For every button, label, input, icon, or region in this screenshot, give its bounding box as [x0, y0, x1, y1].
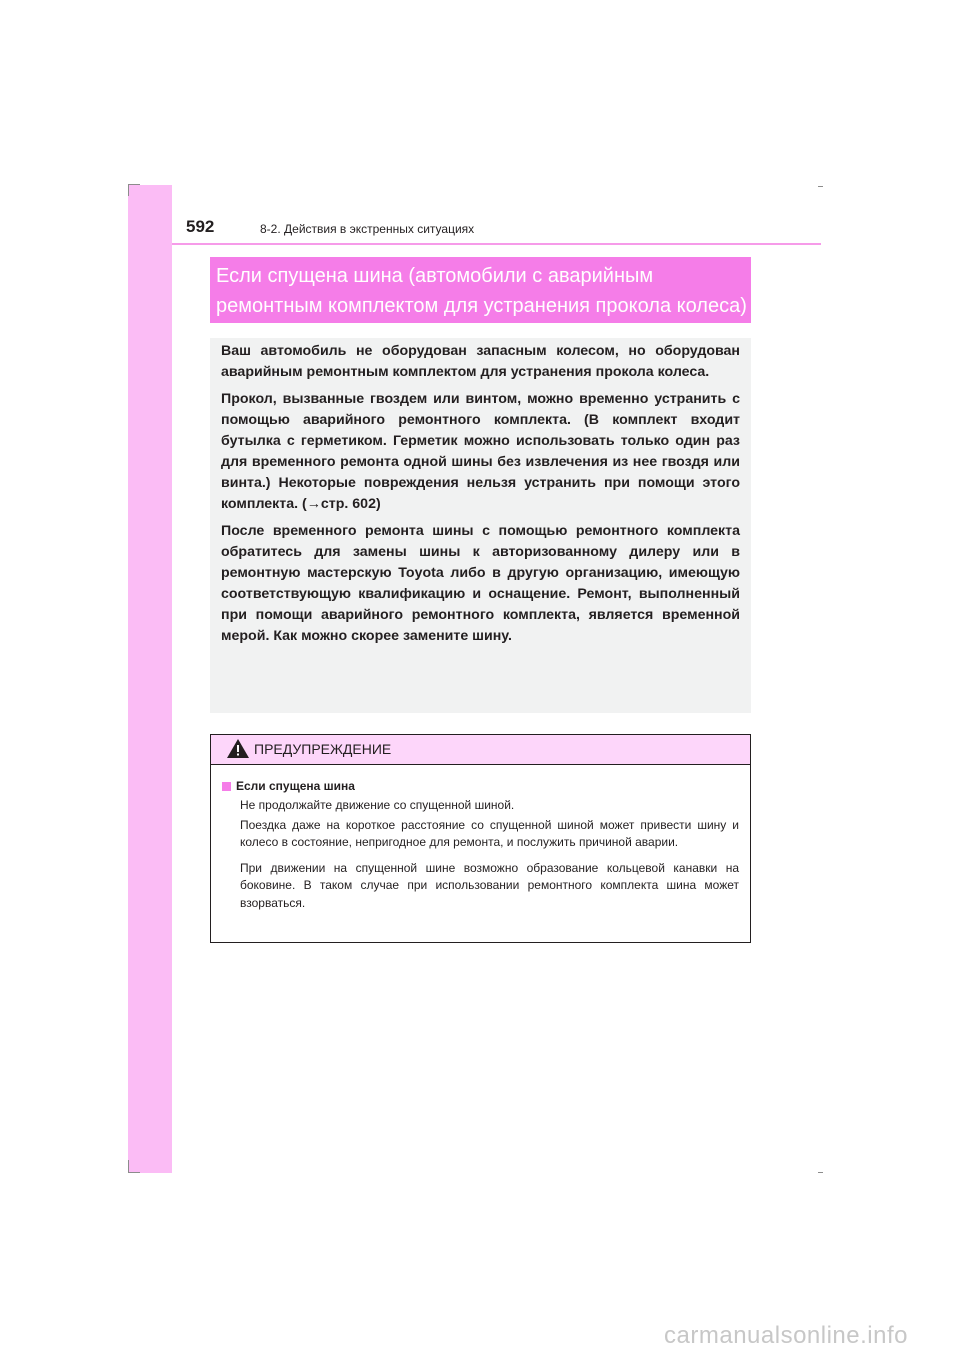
- warning-box: [210, 734, 751, 943]
- section-label: 8-2. Действия в экстренных ситуациях: [260, 222, 475, 236]
- intro-paragraph: После временного ремонта шины с помощью ремонтного комплекта обратитесь для замены шины к авторизованному дилеру или в ремонтную мастерскую Toyota либо в другую организацию, имеющую соответствующую квалификацию и оснащение. Ремонт, выполненный при помощи аварийного ремонтного комплекта, является временной мерой. Как можно скорее замените шину.: [221, 523, 740, 644]
- section-title: [210, 257, 751, 323]
- warning-title: ПРЕДУПРЕЖДЕНИЕ: [254, 741, 392, 757]
- warning-subhead: [222, 778, 739, 795]
- crop-mark: [128, 184, 129, 196]
- header-rule: [172, 243, 821, 245]
- warning-subhead-text: Если спущена шина: [236, 779, 355, 793]
- warning-paragraph: Поездка даже на короткое расстояние со спущенной шиной может привести шину и колесо в состояние, непригодное для ремонта, и послужить причиной аварии.: [240, 817, 739, 849]
- intro-box: [210, 338, 751, 713]
- intro-paragraph: Ваш автомобиль не оборудован запасным колесом, но оборудован аварийным ремонтным комплектом для устранения прокола колеса.: [221, 343, 740, 380]
- side-band: [128, 185, 172, 1173]
- crop-mark: [128, 1160, 129, 1172]
- warning-paragraph: Не продолжайте движение со спущенной шиной.: [240, 798, 515, 812]
- section-title-line-2: ремонтным комплектом для устранения прокола колеса): [216, 295, 747, 317]
- warning-triangle-icon: [226, 738, 250, 759]
- square-bullet-icon: [222, 782, 231, 791]
- crop-mark: [818, 1172, 823, 1173]
- crop-mark: [128, 184, 140, 185]
- page-number: 592: [186, 217, 215, 236]
- intro-paragraph: Прокол, вызванные гвоздем или винтом, можно временно устранить с помощью аварийного ремонтного комплекта. (В комплект входит бутылка с герметиком. Герметик можно использовать только один раз для временного ремонта одной шины без извлечения из нее гвоздя или винта.) Некоторые повреждения нельзя устранить при помощи этого комплекта. (→стр. 602): [221, 391, 740, 512]
- section-title-line-1: Если спущена шина (автомобили с аварийным: [216, 265, 654, 287]
- crop-mark: [818, 186, 823, 187]
- warning-header: [211, 735, 750, 765]
- watermark: carmanualsonline.info: [664, 1322, 908, 1349]
- warning-body: [211, 765, 750, 912]
- warning-paragraph: При движении на спущенной шине возможно образование кольцевой канавки на боковине. В таком случае при использовании ремонтного комплекта шина может взорваться.: [240, 860, 739, 910]
- crop-mark: [128, 1172, 140, 1173]
